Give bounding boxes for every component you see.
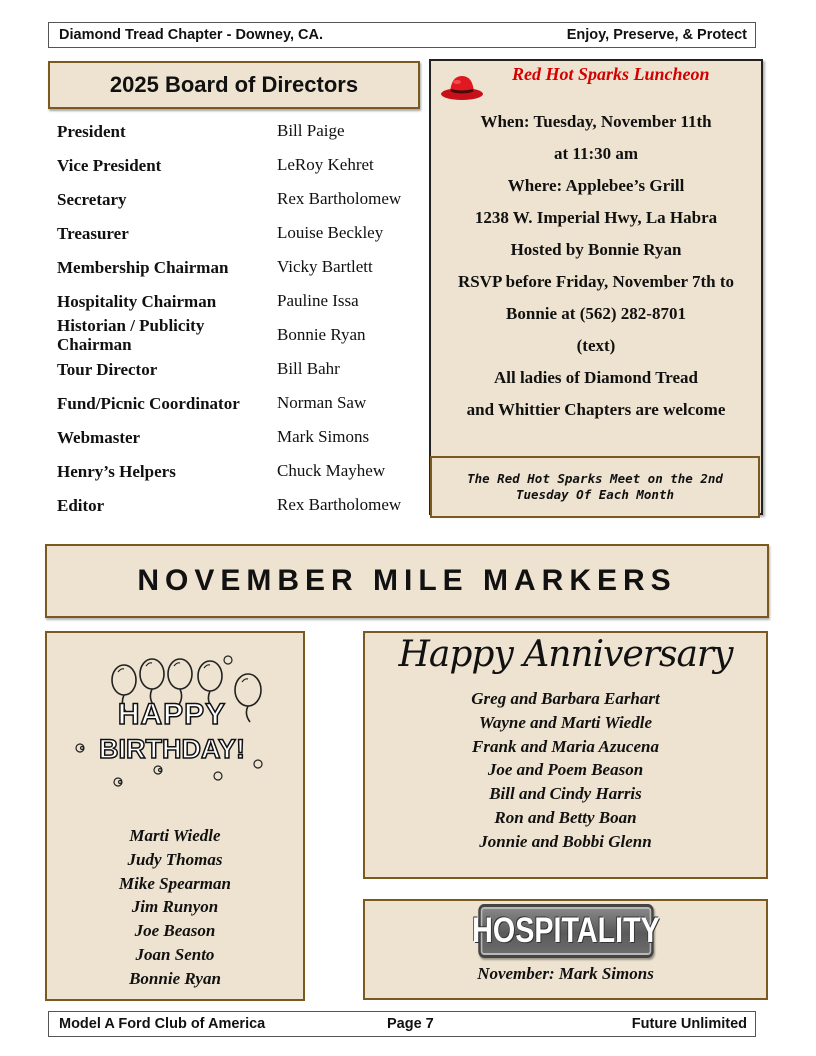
board-table — [57, 114, 427, 522]
footer-club: Model A Ford Club of America — [59, 1016, 266, 1032]
luncheon-title: Red Hot Sparks Luncheon — [512, 64, 710, 84]
luncheon-details — [433, 106, 759, 426]
footer-tagline: Future Unlimited — [631, 1016, 747, 1032]
list-item: Jonnie and Bobbi Glenn — [479, 831, 652, 851]
red-hat-icon — [440, 72, 484, 102]
board-role: Webmaster — [57, 427, 141, 447]
list-item: Wayne and Marti Wiedle — [479, 712, 652, 732]
hospitality-badge: HOSPITALITY — [478, 904, 653, 958]
list-item: Bonnie Ryan — [129, 968, 221, 988]
list-item: Greg and Barbara Earhart — [471, 689, 660, 708]
board-role: Historian / Publicity Chairman — [57, 316, 205, 354]
list-item: Ron and Betty Boan — [494, 807, 637, 827]
birthday-list — [45, 824, 305, 991]
board-role: Editor — [57, 495, 105, 515]
luncheon-line: All ladies of Diamond Tread — [493, 368, 699, 387]
board-role: Hospitality Chairman — [57, 291, 217, 311]
anniversary-title: Happy Anniversary — [398, 634, 733, 675]
board-role: Fund/Picnic Coordinator — [57, 393, 240, 413]
header-motto: Enjoy, Preserve, & Protect — [566, 27, 747, 43]
board-member: Bonnie Ryan — [277, 325, 366, 344]
board-member: LeRoy Kehret — [277, 155, 374, 174]
luncheon-line: Where: Applebee’s Grill — [507, 176, 685, 195]
board-row — [57, 114, 427, 148]
header-chapter: Diamond Tread Chapter - Downey, CA. — [59, 27, 323, 43]
board-member: Bill Paige — [277, 121, 345, 140]
list-item: Frank and Maria Azucena — [472, 736, 659, 756]
list-item: Joan Sento — [135, 944, 215, 964]
luncheon-line: and Whittier Chapters are welcome — [466, 400, 726, 419]
board-row — [57, 284, 427, 318]
happy-birthday-balloons-icon — [68, 652, 276, 792]
list-item: Joe and Poem Beason — [487, 760, 644, 780]
list-item: Joe Beason — [134, 921, 216, 941]
luncheon-line: Bonnie at (562) 282-8701 — [506, 304, 686, 323]
board-role: Treasurer — [57, 223, 129, 243]
board-role: Henry’s Helpers — [57, 461, 176, 481]
list-item: Mike Spearman — [119, 873, 231, 893]
list-item: Bill and Cindy Harris — [489, 784, 642, 804]
board-member: Norman Saw — [277, 393, 367, 412]
board-row — [57, 386, 427, 420]
svg-text:HAPPY: HAPPY — [117, 698, 227, 731]
board-role: Vice President — [57, 155, 162, 175]
board-member: Mark Simons — [277, 427, 370, 446]
page-header — [48, 22, 756, 48]
board-row — [57, 454, 427, 488]
board-row — [57, 182, 427, 216]
mile-markers-banner: NOVEMBER MILE MARKERS — [45, 544, 769, 618]
hospitality-host: November: Mark Simons — [477, 964, 654, 983]
board-member: Rex Bartholomew — [277, 189, 402, 208]
board-title: 2025 Board of Directors — [48, 61, 420, 109]
luncheon-line: When: Tuesday, November 11th — [480, 112, 712, 131]
board-row — [57, 352, 427, 386]
list-item: Jim Runyon — [131, 897, 219, 917]
board-row — [57, 216, 427, 250]
board-row — [57, 318, 427, 352]
board-member: Bill Bahr — [277, 359, 340, 378]
board-member: Pauline Issa — [277, 291, 359, 310]
board-role: President — [57, 121, 126, 141]
board-member: Rex Bartholomew — [277, 495, 402, 514]
board-row — [57, 420, 427, 454]
board-row — [57, 250, 427, 284]
luncheon-line: at 11:30 am — [553, 144, 639, 163]
board-role: Secretary — [57, 189, 127, 209]
board-member: Chuck Mayhew — [277, 461, 386, 480]
board-row — [57, 148, 427, 182]
luncheon-line: 1238 W. Imperial Hwy, La Habra — [474, 208, 718, 227]
board-member: Vicky Bartlett — [277, 257, 373, 276]
board-row — [57, 488, 427, 522]
list-item: Marti Wiedle — [129, 826, 221, 845]
page-number: Page 7 — [387, 1016, 434, 1032]
luncheon-line: (text) — [576, 336, 616, 355]
board-role: Membership Chairman — [57, 257, 229, 277]
sparks-meeting-note: The Red Hot Sparks Meet on the 2nd Tuesday Of Each Month — [430, 456, 760, 518]
luncheon-line: Hosted by Bonnie Ryan — [510, 240, 682, 259]
svg-text:BIRTHDAY!: BIRTHDAY! — [98, 734, 246, 764]
luncheon-line: RSVP before Friday, November 7th to — [457, 272, 735, 291]
list-item: Judy Thomas — [127, 849, 223, 869]
board-role: Tour Director — [57, 359, 158, 379]
anniversary-list — [363, 687, 768, 854]
board-member: Louise Beckley — [277, 223, 384, 242]
page-footer — [48, 1011, 756, 1037]
